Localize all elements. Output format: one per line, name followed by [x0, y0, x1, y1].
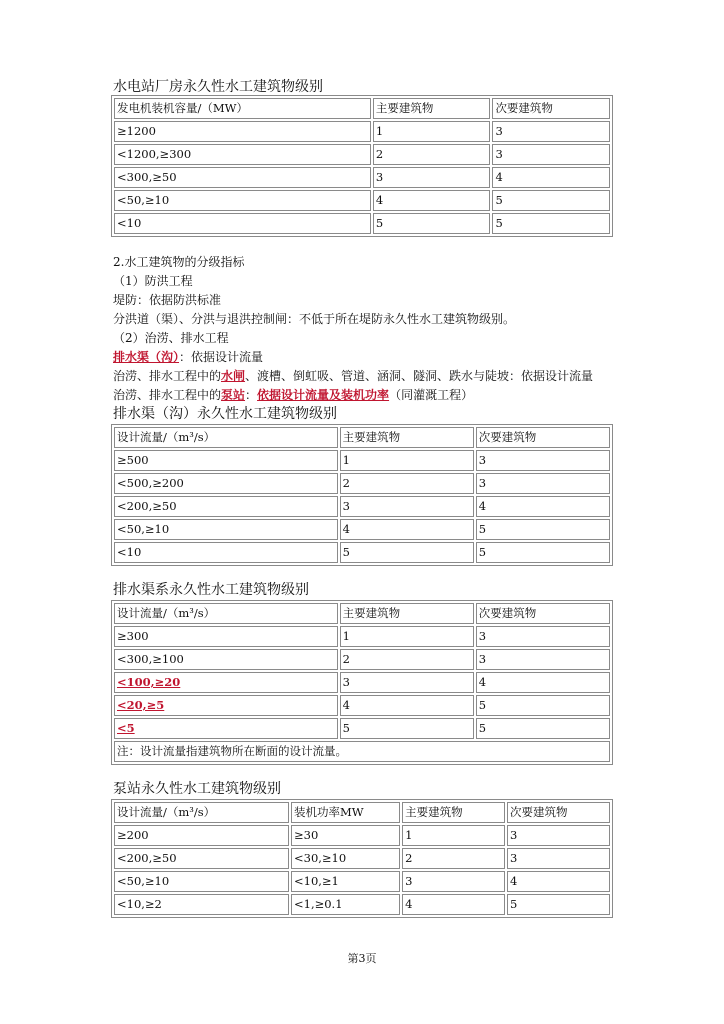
cell: <5 — [114, 718, 338, 739]
cell: 5 — [340, 542, 474, 563]
cell: 3 — [492, 121, 610, 142]
cell: 4 — [492, 167, 610, 188]
cell: <10,≥1 — [291, 871, 400, 892]
subsection-heading: （2）治涝、排水工程 — [113, 331, 229, 345]
text-span: 治涝、排水工程中的 — [113, 388, 222, 402]
table3-title: 排水渠系永久性水工建筑物级别 — [113, 582, 309, 598]
table-row — [114, 672, 610, 693]
cell: 5 — [476, 695, 610, 716]
table-row — [114, 496, 610, 517]
cell: 3 — [340, 672, 474, 693]
cell: <50,≥10 — [114, 871, 289, 892]
cell: 3 — [507, 825, 610, 846]
cell: 5 — [476, 718, 610, 739]
cell: 5 — [492, 213, 610, 234]
cell: <10 — [114, 213, 371, 234]
cell: 4 — [476, 496, 610, 517]
cell: <10,≥2 — [114, 894, 289, 915]
table2-title: 排水渠（沟）永久性水工建筑物级别 — [113, 406, 337, 422]
cell: 4 — [340, 519, 474, 540]
cell: 3 — [476, 473, 610, 494]
header-cell: 主要建筑物 — [402, 802, 505, 823]
cell: 2 — [340, 473, 474, 494]
table-row — [114, 649, 610, 670]
table-header-row — [114, 427, 610, 448]
header-cell: 设计流量/（m³/s） — [114, 427, 338, 448]
table2 — [111, 424, 613, 566]
cell: 3 — [492, 144, 610, 165]
table-row — [114, 848, 610, 869]
cell: 5 — [507, 894, 610, 915]
cell: <10 — [114, 542, 338, 563]
text-span: 治涝、排水工程中的 — [113, 369, 222, 383]
text-span: （同灌溉工程） — [389, 388, 474, 402]
cell: ≥30 — [291, 825, 400, 846]
subsection-heading: （1）防洪工程 — [113, 274, 193, 288]
section-heading: 2.水工建筑物的分级指标 — [113, 255, 245, 269]
header-cell: 设计流量/（m³/s） — [114, 802, 289, 823]
table-row — [114, 121, 610, 142]
cell: <1,≥0.1 — [291, 894, 400, 915]
cell: 4 — [476, 672, 610, 693]
cell: <300,≥100 — [114, 649, 338, 670]
cell: <300,≥50 — [114, 167, 371, 188]
table-row — [114, 473, 610, 494]
table-row — [114, 871, 610, 892]
table-header-row — [114, 802, 610, 823]
table-row — [114, 825, 610, 846]
header-cell: 主要建筑物 — [373, 98, 491, 119]
paragraph-line: 堤防：依据防洪标准 — [113, 293, 222, 307]
table-row — [114, 626, 610, 647]
cell: 5 — [373, 213, 491, 234]
cell: 5 — [476, 542, 610, 563]
table-row — [114, 144, 610, 165]
cell: 3 — [476, 626, 610, 647]
table-row — [114, 450, 610, 471]
table-note-row — [114, 741, 610, 762]
cell: 3 — [340, 496, 474, 517]
table-row — [114, 213, 610, 234]
cell: <50,≥10 — [114, 190, 371, 211]
table-row — [114, 695, 610, 716]
header-cell: 主要建筑物 — [340, 427, 474, 448]
table-row — [114, 519, 610, 540]
text-span: ： — [245, 388, 258, 402]
cell: 2 — [402, 848, 505, 869]
header-cell: 主要建筑物 — [340, 603, 474, 624]
cell: <30,≥10 — [291, 848, 400, 869]
cell: ≥300 — [114, 626, 338, 647]
table-row — [114, 190, 610, 211]
paragraph-line — [113, 386, 473, 405]
cell: 1 — [340, 626, 474, 647]
text-span: 、渡槽、倒虹吸、管道、涵洞、隧洞、跌水与陡坡：依据设计流量 — [245, 369, 594, 383]
header-cell: 次要建筑物 — [492, 98, 610, 119]
cell: 1 — [373, 121, 491, 142]
cell: 3 — [507, 848, 610, 869]
header-cell: 次要建筑物 — [507, 802, 610, 823]
table1 — [111, 95, 613, 237]
cell: 5 — [476, 519, 610, 540]
header-cell: 次要建筑物 — [476, 427, 610, 448]
cell: 3 — [476, 450, 610, 471]
cell: 1 — [402, 825, 505, 846]
cell: <200,≥50 — [114, 496, 338, 517]
table-row — [114, 718, 610, 739]
cell: ≥1200 — [114, 121, 371, 142]
cell: 4 — [373, 190, 491, 211]
highlight-text: 泵站 — [221, 388, 246, 402]
header-cell: 装机功率MW — [291, 802, 400, 823]
header-cell: 设计流量/（m³/s） — [114, 603, 338, 624]
table1-title: 水电站厂房永久性水工建筑物级别 — [113, 79, 323, 95]
cell: 4 — [340, 695, 474, 716]
highlight-text: 水闸 — [221, 369, 246, 383]
cell: 3 — [373, 167, 491, 188]
cell: 3 — [476, 649, 610, 670]
table-header-row — [114, 603, 610, 624]
table4 — [111, 799, 613, 918]
header-cell: 次要建筑物 — [476, 603, 610, 624]
cell: <500,≥200 — [114, 473, 338, 494]
highlight-text: 依据设计流量及装机功率 — [257, 388, 390, 402]
paragraph-line — [113, 367, 593, 386]
cell: 2 — [340, 649, 474, 670]
table-row — [114, 167, 610, 188]
cell: ≥200 — [114, 825, 289, 846]
page-number: 第3页 — [347, 952, 377, 965]
cell: 2 — [373, 144, 491, 165]
table-row — [114, 894, 610, 915]
cell: <50,≥10 — [114, 519, 338, 540]
cell: ≥500 — [114, 450, 338, 471]
header-cell: 发电机装机容量/（MW） — [114, 98, 371, 119]
cell: 3 — [402, 871, 505, 892]
highlight-text: 排水渠（沟） — [113, 350, 180, 364]
table-header-row — [114, 98, 610, 119]
cell: 4 — [507, 871, 610, 892]
cell: <100,≥20 — [114, 672, 338, 693]
table4-title: 泵站永久性水工建筑物级别 — [113, 781, 281, 797]
cell: 4 — [402, 894, 505, 915]
cell: <200,≥50 — [114, 848, 289, 869]
cell: 1 — [340, 450, 474, 471]
table-note: 注：设计流量指建筑物所在断面的设计流量。 — [114, 741, 610, 762]
cell: <20,≥5 — [114, 695, 338, 716]
paragraph-line — [113, 348, 263, 367]
table3 — [111, 600, 613, 765]
text-span: ：依据设计流量 — [179, 350, 264, 364]
cell: <1200,≥300 — [114, 144, 371, 165]
cell: 5 — [492, 190, 610, 211]
cell: 5 — [340, 718, 474, 739]
paragraph-line: 分洪道（渠）、分洪与退洪控制闸：不低于所在堤防永久性水工建筑物级别。 — [113, 312, 516, 326]
table-row — [114, 542, 610, 563]
